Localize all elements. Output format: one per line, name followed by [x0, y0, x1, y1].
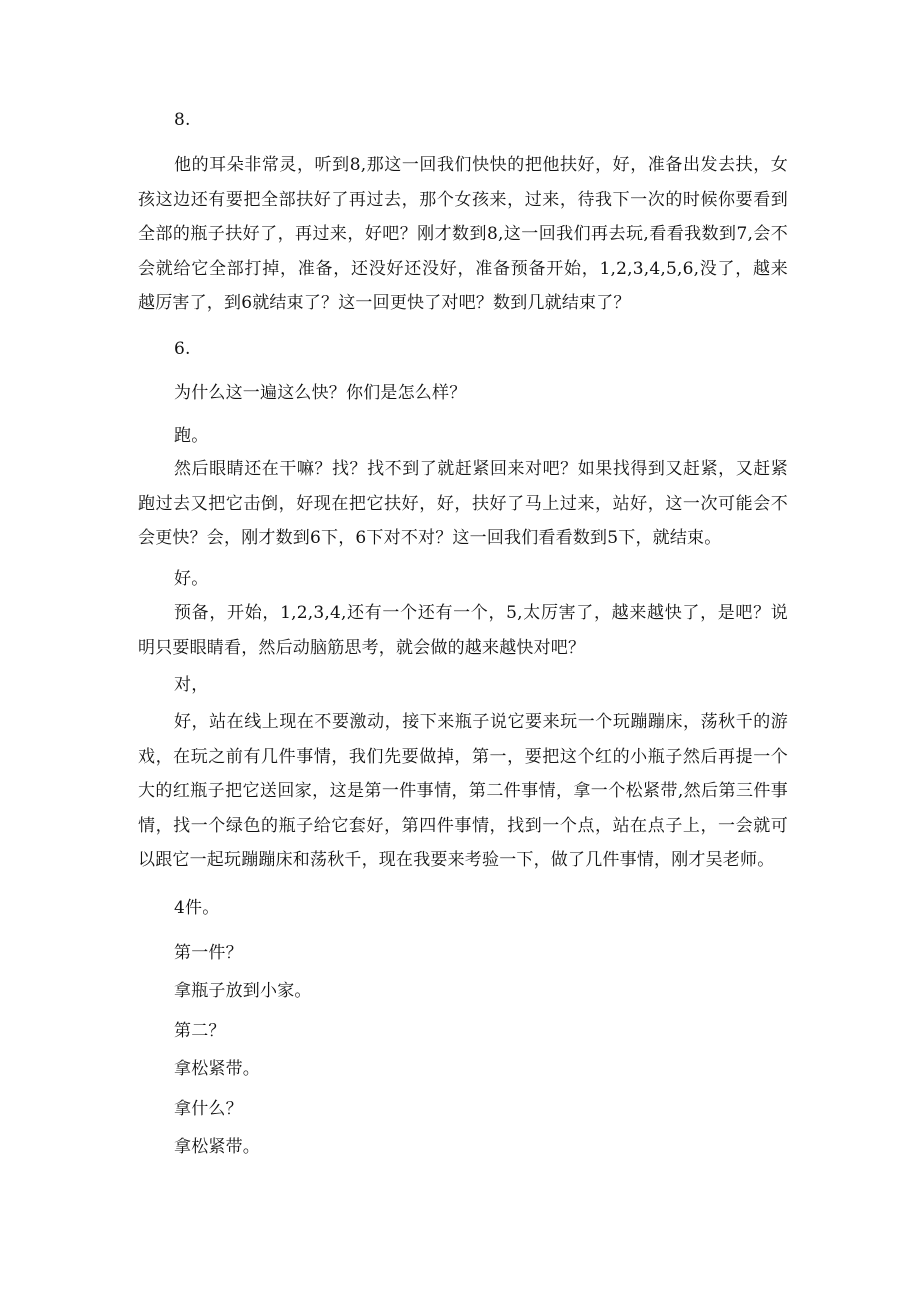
paragraph-answer-second: 拿松紧带。	[174, 1059, 260, 1079]
paragraph-answer-ok: 好。	[174, 569, 209, 589]
paragraph-teacher-speech-1: 他的耳朵非常灵，听到8,那这一回我们快快的把他扶好，好，准备出发去扶，女孩这边还有要把全部扶好了再过去，那个女孩来，过来，待我下一次的时候你要看到全部的瓶子扶好了，再过来，好吧？刚才数到8,这一回我们再去玩,看看我数到7,会不会就给它全部打掉，准备，还没好还没好，准备预备开始，1,2,3,4,5,6,没了，越来越厉害了，到6就结束了？这一回更快了对吧？数到几就结束了？	[138, 155, 788, 313]
paragraph-teacher-speech-4: 好，站在线上现在不要激动，接下来瓶子说它要来玩一个玩蹦蹦床，荡秋千的游戏，在玩之前有几件事情，我们先要做掉，第一，要把这个红的小瓶子然后再提一个大的红瓶子把它送回家，这是第一件事情，第二件事情，拿一个松紧带,然后第三件事情，找一个绿色的瓶子给它套好，第四件事情，找到一个点，站在点子上，一会就可以跟它一起玩蹦蹦床和荡秋千，现在我要来考验一下，做了几件事情，刚才吴老师。	[138, 712, 788, 870]
paragraph-question-second: 第二？	[174, 1021, 226, 1041]
paragraph-question-what: 拿什么？	[174, 1099, 243, 1119]
paragraph-answer-yes: 对，	[174, 675, 209, 695]
paragraph-answer-band: 拿松紧带。	[174, 1137, 260, 1157]
paragraph-number-6: 6.	[174, 339, 191, 359]
paragraph-answer-first: 拿瓶子放到小家。	[174, 981, 312, 1001]
paragraph-teacher-speech-2: 然后眼睛还在干嘛？找？找不到了就赶紧回来对吧？如果找得到又赶紧，又赶紧跑过去又把它击倒，好现在把它扶好，好，扶好了马上过来，站好，这一次可能会不会更快？会，刚才数到6下，6下对不对？这一回我们看看数到5下，就结束。	[138, 459, 788, 548]
paragraph-question-first: 第一件？	[174, 943, 243, 963]
paragraph-number-8: 8.	[174, 110, 191, 130]
paragraph-question-1: 为什么这一遍这么快？你们是怎么样？	[174, 383, 467, 403]
paragraph-answer-run: 跑。	[174, 426, 209, 446]
paragraph-answer-4-items: 4件。	[174, 898, 220, 918]
paragraph-teacher-speech-3: 预备，开始，1,2,3,4,还有一个还有一个，5,太厉害了，越来越快了，是吧？说明只要眼睛看，然后动脑筋思考，就会做的越来越快对吧？	[138, 603, 788, 658]
